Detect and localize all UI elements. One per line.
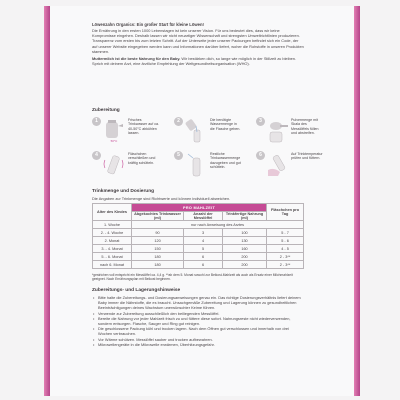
col-header-scoops: Anzahl der Messlöffel bbox=[184, 212, 223, 221]
table-cell: 160 bbox=[222, 245, 266, 253]
step-4-text: Fläschchen verschließen und kräftig schütteln. bbox=[128, 152, 156, 165]
table-cell: 200 bbox=[222, 261, 266, 269]
table-cell: 5 - 6 bbox=[267, 237, 304, 245]
list-item: • Vor Wärme schützen. Messlöffel sauber und trocken aufbewahren. bbox=[92, 337, 304, 342]
table-cell: 4 bbox=[184, 237, 223, 245]
dosage-note: Die Angaben zur Trinkmenge sind Richtwerte und können individuell abweichen. bbox=[92, 196, 231, 201]
table-cell: 150 bbox=[132, 245, 184, 253]
pink-edge-right bbox=[354, 6, 360, 396]
table-cell: 5 - 7 bbox=[267, 229, 304, 237]
kettle-illustration bbox=[102, 118, 126, 144]
pink-edge-left bbox=[44, 6, 50, 396]
storage-list bbox=[92, 295, 304, 347]
dosage-heading: Trinkmenge und Dosierung bbox=[92, 189, 155, 194]
table-row bbox=[93, 229, 304, 237]
list-item: • Bitte halte die Zubereitungs- und Dosierungsanweisungen genau ein. Das richtige Dosierungsverhältnis liefert deinem Baby immer die Nährstoffe, die es braucht. Unsachgemäße Zubereitung und Lagerung können zu gesundheitlichen Beeinträchtigungen deines Wachstum unerwünschter Keime führen. bbox=[92, 295, 304, 311]
add-water-illustration bbox=[184, 152, 208, 178]
col-header-ready: Trinkfertige Nahrung (ml) bbox=[222, 212, 266, 221]
intro-title: Löwenzahn Organics: Ein großer Start für kleine Löwen! bbox=[92, 22, 204, 27]
dosage-footnote: *gestrichen voll entspricht ein Messlöffel ca. 4,4 g. **ab dem 5. Monat sowohl zur Beikost-Mahlzeit als auch als Ersatz einer Milchmahlzeit geeignet. Nach Ernährungsplan mit Beikost beginnen. bbox=[92, 273, 293, 282]
table-row bbox=[93, 261, 304, 269]
prep-heading: Zubereitung bbox=[92, 108, 120, 113]
table-cell: 5. - 6. Monat bbox=[93, 253, 132, 261]
step-6-number: 6 bbox=[256, 151, 265, 160]
table-cell: 130 bbox=[222, 237, 266, 245]
table-cell: 1. Woche bbox=[93, 221, 132, 229]
intro-note-bold: Muttermilch ist die beste Nahrung für den Baby. bbox=[92, 56, 181, 62]
list-item: • Mikrowellengeräte in die Mikrowelle erwärmen, Überhitzungsgefahr. bbox=[92, 342, 304, 347]
table-cell: 4 - 5 bbox=[267, 245, 304, 253]
storage-heading: Zubereitungs- und Lagerungshinweise bbox=[92, 288, 181, 293]
step-6-text: Auf Trinktemperatur prüfen und füttern. bbox=[291, 152, 323, 161]
per-meal-banner: PRO MAHLZEIT bbox=[132, 204, 267, 212]
step-5-number: 5 bbox=[174, 151, 183, 160]
step-1-text: Frisches Trinkwasser auf ca. 40-50°C abkühlen lassen. bbox=[128, 118, 160, 136]
table-cell: 2 - 3** bbox=[267, 253, 304, 261]
table-cell: 6 bbox=[184, 261, 223, 269]
dosage-table bbox=[92, 203, 304, 269]
col-header-bottles: Fläschchen pro Tag bbox=[267, 204, 304, 221]
temperature-check-illustration bbox=[266, 152, 290, 178]
table-row bbox=[93, 221, 304, 229]
step-1-number: 1 bbox=[92, 117, 101, 126]
step-3-text: Pulvermenge mit Skala des Messlöffels füllen und abstreifen. bbox=[291, 118, 319, 136]
table-cell: 2. Monat bbox=[93, 237, 132, 245]
svg-text:50°C: 50°C bbox=[110, 139, 118, 143]
table-cell: 2. - 4. Woche bbox=[93, 229, 132, 237]
step-2-number: 2 bbox=[174, 117, 183, 126]
table-cell: 3 bbox=[184, 229, 223, 237]
intro-note-text: Wir bestärken dich, so lange wie möglich in der Stillzeit zu bleiben. Sprich mit deinem Arzt, eine ärztliche Empfehlung der Weltgesundheitsorganisation (WHO). bbox=[92, 56, 297, 67]
table-row bbox=[93, 253, 304, 261]
table-cell: 2 - 3** bbox=[267, 261, 304, 269]
table-cell: 200 bbox=[222, 253, 266, 261]
step-4-number: 4 bbox=[92, 151, 101, 160]
table-cell: 180 bbox=[132, 261, 184, 269]
table-cell: 3. - 4. Monat bbox=[93, 245, 132, 253]
shake-bottle-illustration bbox=[102, 152, 126, 178]
table-cell: 90 bbox=[132, 229, 184, 237]
table-row bbox=[93, 245, 304, 253]
col-header-age: Alter des Kindes bbox=[93, 204, 132, 221]
list-item: • Bereite die Nahrung vor jeder Mahlzeit frisch zu und füttere diese sofort. Nahrungsreste nicht wiederverwenden, sondern entsorgen. Flasche, Sauger und Ring gut reinigen. bbox=[92, 316, 304, 326]
scoop-illustration bbox=[266, 118, 290, 144]
intro-note bbox=[92, 56, 304, 66]
step-5-text: Restliche Trinkwassermenge dazugeben und gut schütteln. bbox=[210, 152, 241, 170]
table-cell: 100 bbox=[222, 229, 266, 237]
col-header-water: Abgekochtes Trinkwasser (ml) bbox=[132, 212, 184, 221]
table-cell: 5 bbox=[184, 245, 223, 253]
doctor-instruction-cell: nur nach Anweisung des Arztes bbox=[132, 221, 304, 229]
table-row bbox=[93, 237, 304, 245]
table-cell: nach 6. Monat bbox=[93, 261, 132, 269]
table-cell: 120 bbox=[132, 237, 184, 245]
table-cell: 6 bbox=[184, 253, 223, 261]
pour-water-illustration bbox=[184, 118, 208, 144]
table-cell: 180 bbox=[132, 253, 184, 261]
step-3-number: 3 bbox=[256, 117, 265, 126]
list-item: • Verwende zur Zubereitung ausschließlich den beiliegenden Messlöffel. bbox=[92, 311, 304, 316]
intro-section bbox=[92, 22, 304, 66]
intro-body: Die Ernährung in den ersten 1000 Lebenstagen ist kein unserer Vision. Für uns bedeutet dies, dass wir keine Kompromisse eingehen. Deshalb lassen wir nicht neuartiger Wissenschaft und strengsten Umweltrichtlinien produzieren. Transparenz vom ersten bis zum letzten Schritt. Auf der Unterseite jeder unserer Packungen befindet sich ein Code, der auf unserer Website eingegeben werden kann und Informationen darüber liefert, woher die Rohstoffe in unseren Produkten stammen. bbox=[92, 28, 304, 54]
list-item: • Die geschlossene Packung kühl und trocken lagern. Nach dem Öffnen gut verschlossen und innerhalb von drei Wochen verbrauchen. bbox=[92, 326, 304, 336]
step-2-text: Die benötigte Wassermenge in die Flasche geben. bbox=[210, 118, 241, 131]
